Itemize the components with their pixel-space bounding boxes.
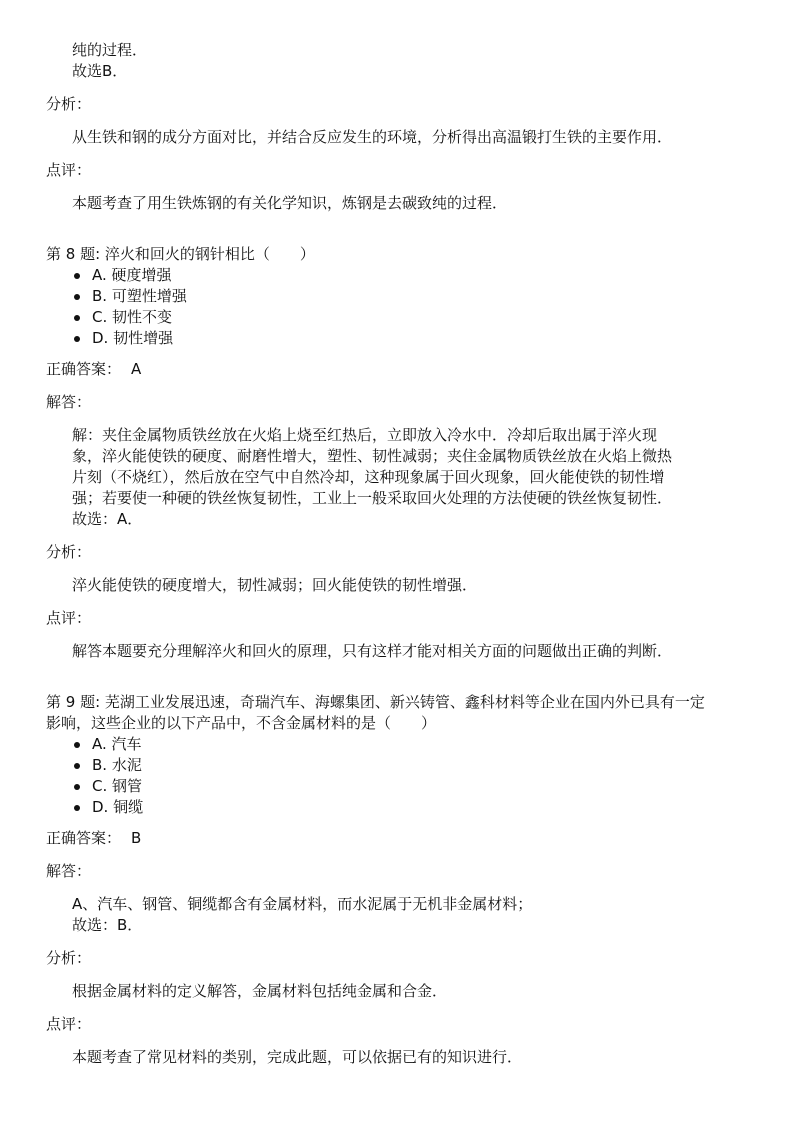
option-item — [74, 307, 754, 328]
question-9-solution — [46, 894, 754, 936]
question-9-analysis: 根据金属材料的定义解答，金属材料包括纯金属和合金． — [72, 982, 448, 1000]
option-item — [74, 797, 754, 818]
question-9-title-line: 影响，这些企业的以下产品中，不含金属材料的是（ ） — [46, 714, 437, 732]
answer-key-label: 正确答案： — [46, 829, 122, 847]
option-label: B. 水泥 — [92, 756, 142, 774]
question-9 — [46, 692, 754, 1068]
prev-choice-line: 故选B． — [72, 62, 128, 80]
question-9-comment: 本题考查了常见材料的类别，完成此题，可以依据已有的知识进行． — [72, 1048, 523, 1066]
prev-comment-text: 本题考查了用生铁炼钢的有关化学知识，炼钢是去碳致纯的过程． — [72, 194, 508, 212]
question-8-title: 第 8 题: 淬火和回火的钢针相比（ ） — [46, 245, 315, 263]
comment-label: 点评： — [46, 1015, 92, 1033]
analysis-label: 分析： — [46, 543, 92, 561]
option-item — [74, 734, 754, 755]
option-item — [74, 286, 754, 307]
question-8-comment: 解答本题要充分理解淬火和回火的原理，只有这样才能对相关方面的问题做出正确的判断． — [72, 642, 673, 660]
bullet-icon — [74, 784, 80, 790]
prev-analysis-text: 从生铁和钢的成分方面对比，并结合反应发生的环境，分析得出高温锻打生铁的主要作用． — [72, 128, 673, 146]
comment-label: 点评： — [46, 161, 92, 179]
bullet-icon — [74, 336, 80, 342]
question-9-options — [46, 734, 754, 818]
bullet-icon — [74, 805, 80, 811]
question-8 — [46, 244, 754, 662]
option-item — [74, 755, 754, 776]
option-label: D. 韧性增强 — [92, 329, 174, 347]
question-9-title-line: 第 9 题: 芜湖工业发展迅速，奇瑞汽车、海螺集团、新兴铸管、鑫科材料等企业在国内外已具有一定 — [46, 693, 705, 711]
bullet-icon — [74, 742, 80, 748]
option-label: C. 韧性不变 — [92, 308, 173, 326]
solution-line: 故选：B． — [72, 916, 143, 934]
option-item — [74, 328, 754, 349]
question-8-solution — [46, 425, 754, 530]
solution-label: 解答： — [46, 862, 92, 880]
solution-line: 象，淬火能使铁的硬度、耐磨性增大，塑性、韧性减弱；夹住金属物质铁丝放在火焰上微热 — [72, 447, 673, 465]
solution-line: 故选：A． — [72, 510, 143, 528]
analysis-label: 分析： — [46, 95, 92, 113]
option-label: D. 铜缆 — [92, 798, 144, 816]
solution-line: 片刻（不烧红），然后放在空气中自然冷却，这种现象属于回火现象，回火能使铁的韧性增 — [72, 468, 665, 486]
answer-key-value: A — [131, 360, 142, 378]
option-item — [74, 265, 754, 286]
bullet-icon — [74, 294, 80, 300]
analysis-label: 分析： — [46, 949, 92, 967]
question-8-options — [46, 265, 754, 349]
option-item — [74, 776, 754, 797]
question-9-answer — [46, 828, 754, 849]
prev-solution-line: 纯的过程． — [72, 41, 148, 59]
answer-key-label: 正确答案： — [46, 360, 122, 378]
option-label: A. 硬度增强 — [92, 266, 172, 284]
comment-label: 点评： — [46, 609, 92, 627]
prev-solution-continued — [46, 40, 754, 82]
answer-key-value: B — [131, 829, 142, 847]
bullet-icon — [74, 273, 80, 279]
bullet-icon — [74, 315, 80, 321]
solution-line: 解：夹住金属物质铁丝放在火焰上烧至红热后，立即放入冷水中．冷却后取出属于淬火现 — [72, 426, 658, 444]
bullet-icon — [74, 763, 80, 769]
question-8-answer — [46, 359, 754, 380]
option-label: B. 可塑性增强 — [92, 287, 187, 305]
solution-line: A、汽车、钢管、铜缆都含有金属材料，而水泥属于无机非金属材料； — [72, 895, 533, 913]
solution-label: 解答： — [46, 393, 92, 411]
solution-line: 强；若要使一种硬的铁丝恢复韧性，工业上一般采取回火处理的方法使硬的铁丝恢复韧性． — [72, 489, 673, 507]
option-label: A. 汽车 — [92, 735, 142, 753]
question-8-analysis: 淬火能使铁的硬度增大，韧性减弱；回火能使铁的韧性增强． — [72, 576, 478, 594]
option-label: C. 钢管 — [92, 777, 143, 795]
